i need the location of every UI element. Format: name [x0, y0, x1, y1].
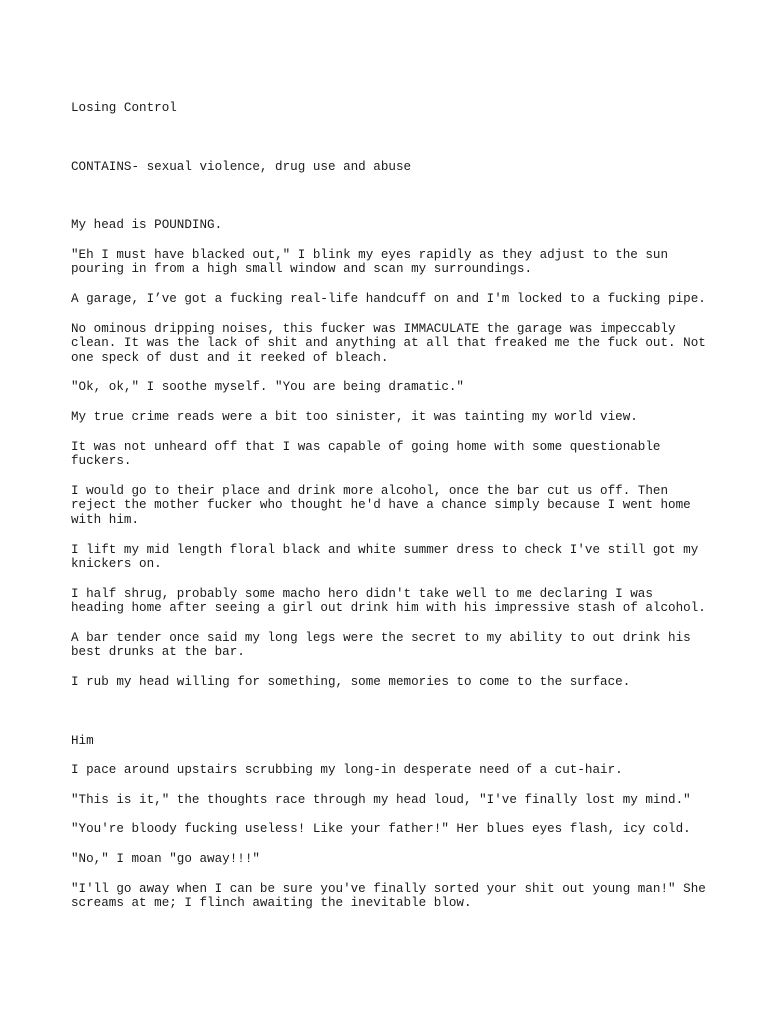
paragraph: My true crime reads were a bit too sinister, it was tainting my world view. [71, 409, 638, 424]
paragraph: A bar tender once said my long legs were the secret to my ability to out drink his best drunks at the bar. [71, 630, 691, 660]
document-body [71, 101, 711, 926]
paragraph: I pace around upstairs scrubbing my long-in desperate need of a cut-hair. [71, 763, 623, 778]
paragraph: I rub my head willing for something, some memories to come to the surface. [71, 675, 631, 690]
paragraph: I would go to their place and drink more alcohol, once the bar cut us off. Then reject the mother fucker who thought he'd have a chance simply because I went home with him. [71, 483, 691, 527]
paragraph: "Ok, ok," I soothe myself. "You are being dramatic." [71, 380, 464, 395]
paragraph: No ominous dripping noises, this fucker was IMMACULATE the garage was impeccably clean. It was the lack of shit and anything at all that freaked me the fuck out. Not one speck of dust and it reeked of bleach. [71, 321, 706, 365]
content-warning: CONTAINS- sexual violence, drug use and abuse [71, 159, 412, 174]
paragraph: I lift my mid length floral black and white summer dress to check I've still got my knickers on. [71, 542, 699, 572]
paragraph: "This is it," the thoughts race through my head loud, "I've finally lost my mind." [71, 792, 691, 807]
paragraph: "No," I moan "go away!!!" [71, 852, 260, 867]
section-heading: Him [71, 733, 94, 748]
paragraph: I half shrug, probably some macho hero didn't take well to me declaring I was heading home after seeing a girl out drink him with his impressive stash of alcohol. [71, 586, 706, 616]
document-title: Losing Control [71, 101, 177, 115]
paragraph: "Eh I must have blacked out," I blink my eyes rapidly as they adjust to the sun pouring in from a high small window and scan my surroundings. [71, 247, 669, 277]
paragraph: A garage, I’ve got a fucking real-life handcuff on and I'm locked to a fucking pipe. [71, 291, 706, 306]
paragraph: "You're bloody fucking useless! Like your father!" Her blues eyes flash, icy cold. [71, 822, 691, 837]
paragraph: My head is POUNDING. [71, 218, 223, 233]
paragraph: "I'll go away when I can be sure you've finally sorted your shit out young man!" She screams at me; I flinch awaiting the inevitable blow. [71, 881, 706, 911]
paragraph: It was not unheard off that I was capable of going home with some questionable fuckers. [71, 439, 661, 469]
